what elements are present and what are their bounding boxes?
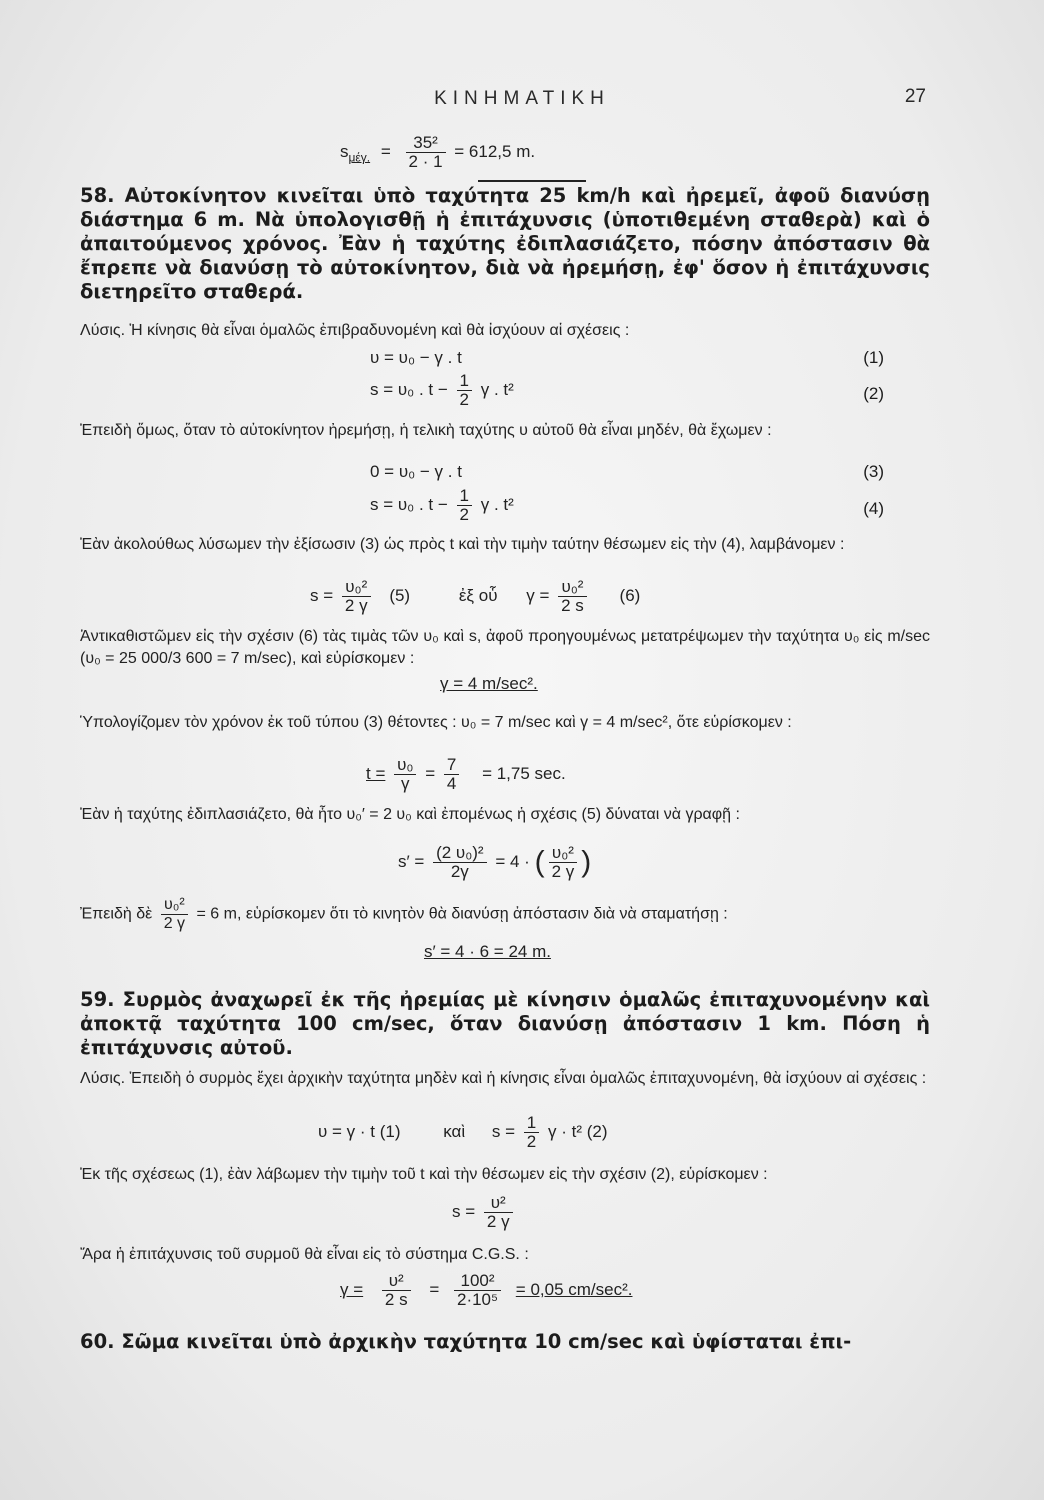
problem-59: 59. Συρμὸς ἀναχωρεῖ ἐκ τῆς ἠρεμίας μὲ κίνησιν ὁμαλῶς ἐπιταχυνομένην καὶ ἀποκτᾷ ταχύτητα 100 cm/sec, ὅταν διανύσῃ ἀπόστασιν 1 km. Πόση ἡ ἐπιτάχυνσις αὐτοῦ. (80, 988, 931, 1059)
p58-eq1-tag: (1) (863, 348, 884, 367)
p58-eq3-tag: (3) (863, 462, 884, 481)
p58-eq5: s = $\frac{\text{υ₀²}}{2 \gamma}$ (5) ἐξ οὗ γ = $\frac{\text{υ₀²}}{2 s}$ (6) (310, 577, 641, 615)
problem-60: 60. Σῶμα κινεῖται ὑπὸ ἀρχικὴν ταχύτητα 10 cm/sec καὶ ὑφίσταται ἐπι- (80, 1330, 852, 1353)
p58-result-gamma: γ = 4 m/sec². (440, 674, 538, 693)
p58-final: s′ = 4 · 6 = 24 m. (424, 942, 551, 961)
p58-sprime-eq: s′ = $\frac{\text{(2 υ₀)²}}{2\gamma}$ = 4 · ( $\frac{\text{υ₀²}}{2 \gamma}$ ) (398, 843, 592, 881)
p59-s-eq: s = $\frac{\text{υ²}}{2 \gamma}$ (452, 1194, 517, 1231)
p58-text7: Ἐπειδὴ δὲ $\frac{\text{υ₀²}}{2 \gamma}$ = 6 m, εὑρίσκομεν ὅτι τὸ κινητὸν θὰ διανύσῃ ἀπόστασιν διὰ νὰ σταματήσῃ : (80, 896, 728, 932)
p58-time-eq: t = $\frac{\text{υ₀}}{\gamma}$ = $\frac{7}{4}$ = 1,75 sec. (366, 755, 566, 793)
p58-text5: Ὑπολογίζομεν τὸν χρόνον ἐκ τοῦ τύπου (3) θέτοντες : υ₀ = 7 m/sec καὶ γ = 4 m/sec², ὅτε εὑρίσκομεν : (80, 714, 792, 731)
top-equation: $s_{\mu έ\gamma.}$ = $\frac{\text{35²}}{2 \cdot 1}$ = 612,5 m. (340, 133, 536, 171)
p59-gamma-eq: γ = $\frac{\text{υ²}}{2 s}$ = $\frac{\text{100²}}{\text{2·10⁵}}$ = 0,05 cm/sec². (340, 1271, 633, 1309)
p58-text2: Ἐπειδὴ ὅμως, ὅταν τὸ αὐτοκίνητον ἠρεμήσῃ, ἡ τελικὴ ταχύτης υ αὐτοῦ θὰ εἶναι μηδέν, θὰ ἔχωμεν : (80, 422, 772, 439)
problem-58: 58. Αὐτοκίνητον κινεῖται ὑπὸ ταχύτητα 25 km/h καὶ ἠρεμεῖ, ἀφοῦ διανύσῃ διάστημα 6 m. Νὰ ὑπολογισθῇ ἡ ἐπιτάχυνσις (ὑποτιθεμένη σταθερὰ) καὶ ὁ ἀπαιτούμενος χρόνος. Ἐὰν ἡ ταχύτης ἐδιπλασιάζετο, πόσην ἀπόστασιν θὰ ἔπρεπε νὰ διανύσῃ τὸ αὐτοκίνητον, διὰ νὰ ἠρεμήσῃ, ἐφ' ὅσον ἡ ἐπιτάχυνσις διετηρεῖτο σταθερά. (80, 184, 930, 303)
p58-text6: Ἐὰν ἡ ταχύτης ἐδιπλασιάζετο, θὰ ἦτο υ₀′ = 2 υ₀ καὶ ἐπομένως ἡ σχέσις (5) δύναται νὰ γραφῇ : (80, 806, 740, 823)
p58-eq2: s = υ₀ . t − $\frac{1}{2}$ γ . t² (370, 371, 514, 409)
p59-solution-intro: Λύσις. Ἐπειδὴ ὁ συρμὸς ἔχει ἀρχικὴν ταχύτητα μηδὲν καὶ ἡ κίνησις εἶναι ὁμαλῶς ἐπιταχυνομένη, θὰ ἰσχύουν αἱ σχέσεις : (80, 1070, 927, 1087)
p58-eq1: υ = υ₀ − γ . t (370, 348, 462, 367)
page-number: 27 (904, 86, 926, 107)
separator-rule (478, 180, 586, 182)
p58-eq2-tag: (2) (863, 384, 884, 403)
p58-solution-intro: Λύσις. Ἡ κίνησις θὰ εἶναι ὁμαλῶς ἐπιβραδυνομένη καὶ θὰ ἰσχύουν αἱ σχέσεις : (80, 322, 630, 339)
p59-text3: Ἄρα ἡ ἐπιτάχυνσις τοῦ συρμοῦ θὰ εἶναι εἰς τὸ σύστημα C.G.S. : (80, 1246, 529, 1263)
p59-text2: Ἐκ τῆς σχέσεως (1), ἐὰν λάβωμεν τὴν τιμὴν τοῦ t καὶ τὴν θέσωμεν εἰς τὴν σχέσιν (2), εὑρίσκομεν : (80, 1166, 768, 1183)
p58-eq3: 0 = υ₀ − γ . t (370, 462, 462, 481)
p59-eqs: υ = γ · t (1) καὶ s = $\frac{1}{2}$ γ · t² (2) (318, 1113, 608, 1151)
p58-eq4-tag: (4) (863, 499, 884, 518)
running-header: ΚΙΝΗΜΑΤΙΚΗ (434, 88, 610, 109)
p58-text4: Ἀντικαθιστῶμεν εἰς τὴν σχέσιν (6) τὰς τιμὰς τῶν υ₀ καὶ s, ἀφοῦ προηγουμένως μετατρέψωμεν τὴν ταχύτητα υ₀ εἰς m/sec (υ₀ = 25 000/3 600 = 7 m/sec), καὶ εὑρίσκομεν : (80, 628, 930, 667)
p58-text3: Ἐὰν ἀκολούθως λύσωμεν τὴν ἐξίσωσιν (3) ὡς πρὸς t καὶ τὴν τιμὴν ταύτην θέσωμεν εἰς τὴν (4), λαμβάνομεν : (80, 536, 845, 553)
p58-eq4: s = υ₀ . t − $\frac{1}{2}$ γ . t² (370, 486, 514, 524)
